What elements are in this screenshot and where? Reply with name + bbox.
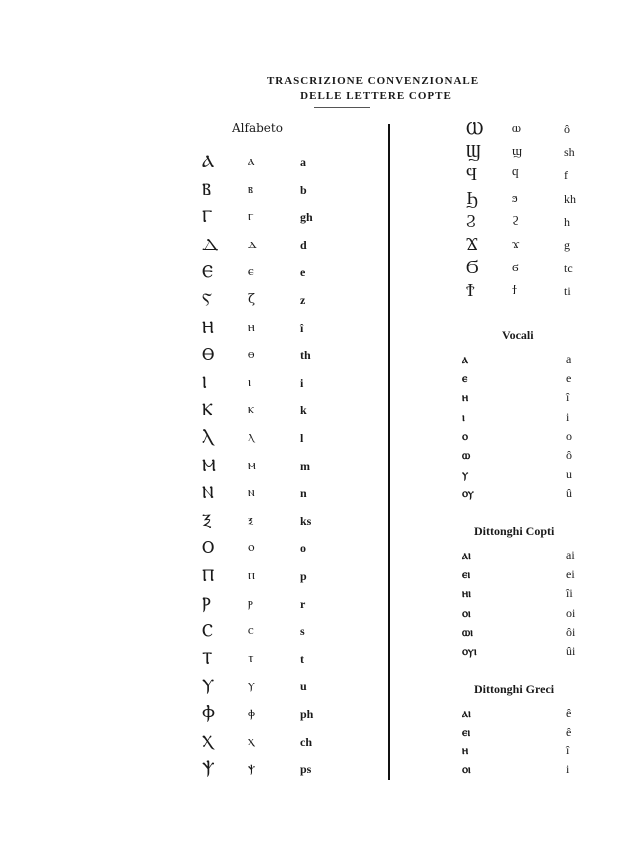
lowercase-letter: ⲱ (512, 121, 521, 136)
coptic-form: ⲟⲩⲓ (462, 644, 477, 658)
transliteration: ei (566, 567, 575, 582)
coptic-form: ⲩ (462, 467, 469, 482)
coptic-form: ⲉ (462, 371, 468, 386)
coptic-form: ⲏⲓ (462, 586, 471, 601)
transliteration: a (566, 352, 572, 366)
uppercase-letter: Ⲥ (202, 621, 213, 642)
column-divider (388, 124, 390, 780)
transliteration: d (300, 237, 307, 252)
lowercase-letter: ⲫ (248, 706, 255, 721)
coptic-form: ⲟⲓ (462, 761, 471, 776)
coptic-form: ⲟⲩ (462, 486, 474, 501)
uppercase-letter: Ⲣ (202, 593, 211, 614)
lowercase-letter: ⲧ (248, 650, 254, 666)
transliteration: gh (300, 210, 313, 225)
coptic-form: ⲁⲓ (462, 706, 471, 720)
transliteration: m (300, 458, 310, 473)
lowercase-letter: ⲛ (248, 485, 255, 501)
lowercase-letter: ⲣ (248, 595, 253, 611)
lowercase-letter: ⲟ (248, 540, 255, 556)
uppercase-letter: Ⲏ (202, 317, 214, 338)
transliteration: i (566, 761, 570, 776)
transliteration: ûi (566, 644, 576, 658)
transliteration: k (300, 403, 307, 418)
uppercase-letter: Ⲓ (202, 372, 207, 393)
uppercase-letter: Ϯ (466, 280, 475, 302)
transliteration: g (564, 238, 570, 252)
coptic-form: ⲉⲓ (462, 567, 471, 582)
lowercase-letter: ⲭ (248, 733, 254, 749)
uppercase-letter: Ⲝ (202, 510, 212, 531)
uppercase-letter: Ⲛ (202, 483, 214, 504)
coptic-form: ⲏ (462, 743, 469, 758)
uppercase-letter: Ⲕ (202, 400, 213, 421)
transliteration: î (300, 320, 304, 335)
lowercase-letter: ϣ (512, 144, 523, 160)
lowercase-letter: ⲁ (248, 154, 255, 169)
coptic-form: ⲁⲓ (462, 548, 471, 562)
lowercase-letter: ⲃ (248, 181, 253, 197)
uppercase-letter: Ⲇ (202, 234, 219, 255)
coptic-form: ⲟⲓ (462, 605, 471, 620)
lowercase-letter: ⲝ (248, 512, 253, 528)
transliteration: u (566, 467, 572, 482)
transliteration: b (300, 182, 307, 197)
transliteration: th (300, 348, 311, 363)
transliteration: ê (566, 724, 572, 739)
uppercase-letter: Ϧ (466, 187, 478, 209)
transliteration: î (566, 390, 570, 405)
lowercase-letter: ϩ (512, 213, 520, 229)
coptic-form: ⲟ (462, 428, 468, 443)
transliteration: f (564, 168, 568, 183)
transliteration: s (300, 624, 305, 639)
transliteration: î (566, 743, 570, 758)
lowercase-letter: ⲯ (248, 761, 256, 777)
uppercase-letter: Ⲗ (202, 428, 214, 448)
dittonghi-greci-heading: Dittonghi Greci (474, 682, 555, 696)
lowercase-letter: ⲗ (248, 430, 255, 445)
uppercase-letter: Ⲱ (466, 118, 484, 139)
alfabeto-heading: Alfabeto (232, 121, 283, 135)
transliteration: ô (566, 448, 572, 462)
uppercase-letter: Ⲭ (202, 731, 214, 752)
uppercase-letter: Ϩ (466, 210, 476, 232)
lowercase-letter: ϫ (512, 237, 520, 252)
transliteration: t (300, 651, 304, 666)
transliteration: ps (300, 762, 312, 777)
coptic-form: ⲏ (462, 390, 469, 405)
lowercase-letter: ⲇ (248, 236, 257, 252)
page-title (0, 74, 626, 108)
transliteration: i (300, 375, 304, 390)
transliteration: l (300, 431, 304, 445)
lowercase-letter: ⲩ (248, 678, 255, 694)
lowercase-letter: ⲑ (248, 347, 255, 363)
transliteration: o (300, 541, 306, 556)
lowercase-letter: ζ (248, 292, 256, 307)
title-rule (314, 107, 370, 108)
lowercase-letter: ⲕ (248, 402, 254, 418)
uppercase-letter: Ⲯ (202, 759, 215, 780)
transliteration: îi (566, 586, 573, 601)
transliteration: i (566, 409, 570, 424)
coptic-form: ⲉⲓ (462, 724, 471, 739)
transliteration: oi (566, 605, 576, 620)
coptic-form: ⲁ (462, 352, 468, 366)
uppercase-letter: Ϥ (466, 164, 478, 186)
uppercase-letter: Ϣ (466, 141, 481, 163)
coptic-form: ⲱ (462, 448, 471, 462)
uppercase-letter: Ⲅ (202, 207, 213, 228)
dittonghi-copti-heading: Dittonghi Copti (474, 524, 555, 538)
transliteration: p (300, 569, 307, 583)
uppercase-letter: Ⲋ (202, 290, 213, 310)
uppercase-letter: Ϫ (466, 234, 478, 255)
transliteration: ai (566, 548, 575, 562)
transliteration: sh (564, 145, 575, 160)
transliteration: ch (300, 734, 312, 749)
uppercase-letter: Ⲧ (202, 648, 213, 669)
lowercase-letter: ϧ (512, 190, 518, 206)
transliteration: ôi (566, 624, 576, 639)
uppercase-letter: Ϭ (466, 257, 479, 279)
uppercase-letter: Ⲫ (202, 704, 215, 724)
uppercase-letter: Ⲁ (202, 152, 215, 172)
transliteration: u (300, 679, 307, 694)
transliteration: r (300, 596, 306, 611)
transliteration: o (566, 428, 572, 443)
transliteration: ti (564, 284, 571, 299)
transliteration: û (566, 486, 572, 501)
transliteration: z (300, 293, 306, 307)
transliteration: h (564, 214, 570, 229)
lowercase-letter: ⲏ (248, 319, 255, 335)
lowercase-letter: ⲥ (248, 623, 254, 639)
lowercase-letter: ⲉ (248, 264, 254, 280)
transliteration: tc (564, 261, 573, 276)
uppercase-letter: Ⲩ (202, 676, 215, 697)
lowercase-letter: ⲡ (248, 568, 255, 583)
transliteration: ô (564, 122, 570, 136)
title-line-1: TRASCRIZIONE CONVENZIONALE (266, 75, 480, 87)
coptic-form: ⲱⲓ (462, 624, 474, 639)
title-line-2: DELLE LETTERE COPTE (300, 90, 452, 102)
transliteration: e (300, 265, 306, 280)
uppercase-letter: Ⲑ (202, 345, 215, 366)
lowercase-letter: ϯ (512, 283, 518, 299)
uppercase-letter: Ⲡ (202, 566, 215, 586)
lowercase-letter: ⲅ (248, 209, 254, 225)
uppercase-letter: Ⲉ (202, 262, 213, 283)
transliteration: ph (300, 707, 314, 721)
transliteration: e (566, 371, 572, 386)
transliteration: ê (566, 706, 572, 720)
transliteration: n (300, 486, 307, 501)
lowercase-letter: ⲙ (248, 457, 256, 473)
uppercase-letter: Ⲟ (202, 538, 215, 559)
lowercase-letter: ϭ (512, 260, 519, 276)
uppercase-letter: Ⲙ (202, 455, 216, 476)
transliteration: ks (300, 513, 312, 528)
transliteration: kh (564, 191, 576, 206)
lowercase-letter: ϥ (512, 167, 519, 183)
uppercase-letter: Ⲃ (202, 179, 212, 200)
coptic-form: ⲓ (462, 409, 465, 424)
transliteration: a (300, 155, 306, 169)
vocali-heading: Vocali (502, 328, 534, 342)
lowercase-letter: ⲓ (248, 374, 252, 390)
